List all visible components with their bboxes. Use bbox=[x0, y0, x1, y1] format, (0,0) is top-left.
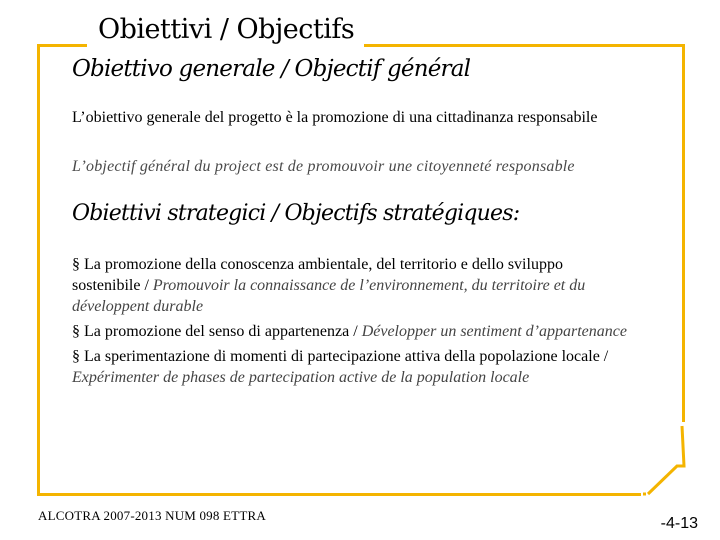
objective-french: Promouvoir la connaissance de l’environnement, du territoire et du développent durable bbox=[72, 277, 586, 315]
list-item: § La sperimentazione di momenti di partecipazione attiva della popolazione locale / Expérimenter de phases de partecipation active de la population locale bbox=[72, 348, 609, 386]
strategic-objectives-list bbox=[72, 254, 632, 392]
frame-bottom-line bbox=[37, 493, 641, 496]
frame-top-right-line bbox=[364, 44, 685, 47]
bullet-marker: § bbox=[72, 323, 80, 340]
objective-italian: La sperimentazione di momenti di partecipazione attiva della popolazione locale bbox=[84, 348, 600, 365]
objective-italian: La promozione del senso di appartenenza bbox=[84, 323, 350, 340]
slash-decoration bbox=[636, 420, 696, 500]
strategic-objectives-heading: Obiettivi strategici / Objectifs stratégiques: bbox=[72, 201, 520, 226]
general-objective-italian: L’obiettivo generale del progetto è la promozione di una cittadinanza responsabile bbox=[72, 109, 598, 126]
general-objective-heading: Obiettivo generale / Objectif général bbox=[72, 56, 471, 82]
list-item: § La promozione della conoscenza ambientale, del territorio e dello sviluppo sostenibile / Promouvoir la connaissance de l’environnement, du territoire et du développent durable bbox=[72, 256, 586, 315]
frame-right-line bbox=[682, 44, 685, 422]
general-objective-french: L’objectif général du project est de promouvoir une citoyenneté responsable bbox=[72, 158, 575, 175]
page-number: -4-13 bbox=[660, 515, 698, 532]
objective-italian: La promozione della conoscenza ambientale, del territorio e dello sviluppo sostenibile bbox=[72, 256, 563, 294]
bullet-marker: § bbox=[72, 256, 80, 273]
objective-french: Développer un sentiment d’appartenance bbox=[361, 323, 627, 340]
bullet-marker: § bbox=[72, 348, 80, 365]
objective-french: Expérimenter de phases de partecipation active de la population locale bbox=[72, 369, 530, 386]
page-title: Obiettivi / Objectifs bbox=[98, 14, 355, 45]
frame-left-line bbox=[37, 44, 40, 496]
list-item: § La promozione del senso di appartenenza / Développer un sentiment d’appartenance bbox=[72, 323, 627, 340]
frame-top-left-line bbox=[37, 44, 87, 47]
footer-project-code: ALCOTRA 2007-2013 NUM 098 ETTRA bbox=[38, 508, 266, 523]
